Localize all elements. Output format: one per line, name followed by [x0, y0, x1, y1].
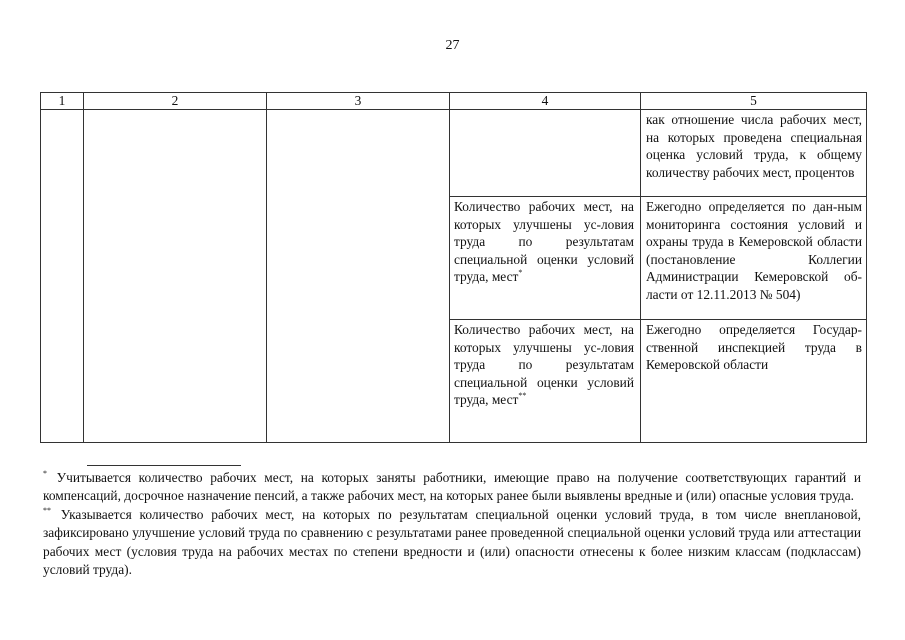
cell-row1-col-5 — [641, 110, 867, 197]
cell-row2-col-4 — [450, 197, 641, 320]
header-col-4: 4 — [450, 93, 641, 110]
cell-col-2 — [84, 110, 267, 443]
row3-footnote-mark: ** — [518, 391, 527, 400]
row2-indicator-wrap — [450, 197, 640, 286]
header-col-3: 3 — [267, 93, 450, 110]
footnote-1 — [43, 469, 861, 506]
row3-indicator-wrap — [450, 320, 640, 409]
row2-indicator-text: Количество рабочих мест, на которых улучшены ус-ловия труда по результатам специальной оценки условий труда, мест — [454, 199, 634, 284]
header-col-2: 2 — [84, 93, 267, 110]
row3-source-text: Ежегодно определяется Государ-ственной инспекцией труда в Кемеровской области — [646, 322, 862, 372]
footnote-2 — [43, 506, 861, 580]
page-number: 27 — [445, 38, 460, 53]
cell-row2-col-5 — [641, 197, 867, 320]
cell-col-3 — [267, 110, 450, 443]
footnote-separator — [87, 465, 241, 466]
row3-indicator-text: Количество рабочих мест, на которых улучшены ус-ловия труда по результатам специальной оценки условий труда, мест — [454, 322, 634, 407]
table-row — [41, 110, 867, 197]
cell-row3-col-4 — [450, 320, 641, 443]
row2-footnote-mark: * — [518, 268, 523, 277]
cell-row3-col-5 — [641, 320, 867, 443]
table-header-row — [41, 93, 867, 110]
cell-row1-col-4 — [450, 110, 641, 197]
footnote-2-text: Указывается количество рабочих мест, на которых по результатам специальной оценки условий труда, в том числе внеплановой, зафиксировано улучшение условий труда по сравнению с результатами ранее проведенной специальной оценки условий труда или аттестации рабочих мест (условия труда на рабочих местах по степени вредности и (или) опасности отнесены к более низким классам (подклассам) условий труда). — [43, 506, 861, 578]
footnote-1-text: Учитывается количество рабочих мест, на которых заняты работники, имеющие право на получение соответствующих гарантий и компенсаций, досрочное назначение пенсий, а также рабочих мест, на которых ранее были выявлены вредные и (или) опасные условия труда. — [43, 470, 861, 504]
indicators-table — [40, 92, 867, 443]
footnote-1-mark: * — [43, 469, 47, 478]
header-col-1: 1 — [41, 93, 84, 110]
footnote-2-mark: ** — [43, 505, 51, 515]
footnotes — [43, 469, 861, 579]
row1-measure-text: как отношение числа рабочих мест, на которых проведена специальная оценка условий труда, к общему количеству рабочих мест, процентов — [646, 112, 862, 180]
cell-col-1 — [41, 110, 84, 443]
header-col-5: 5 — [641, 93, 867, 110]
row2-source-text: Ежегодно определяется по дан-ным мониторинга состояния условий и охраны труда в Кемеровской области (постановление Коллегии Администрации Кемеровской об-ласти от 12.11.2013 № 504) — [646, 199, 862, 302]
